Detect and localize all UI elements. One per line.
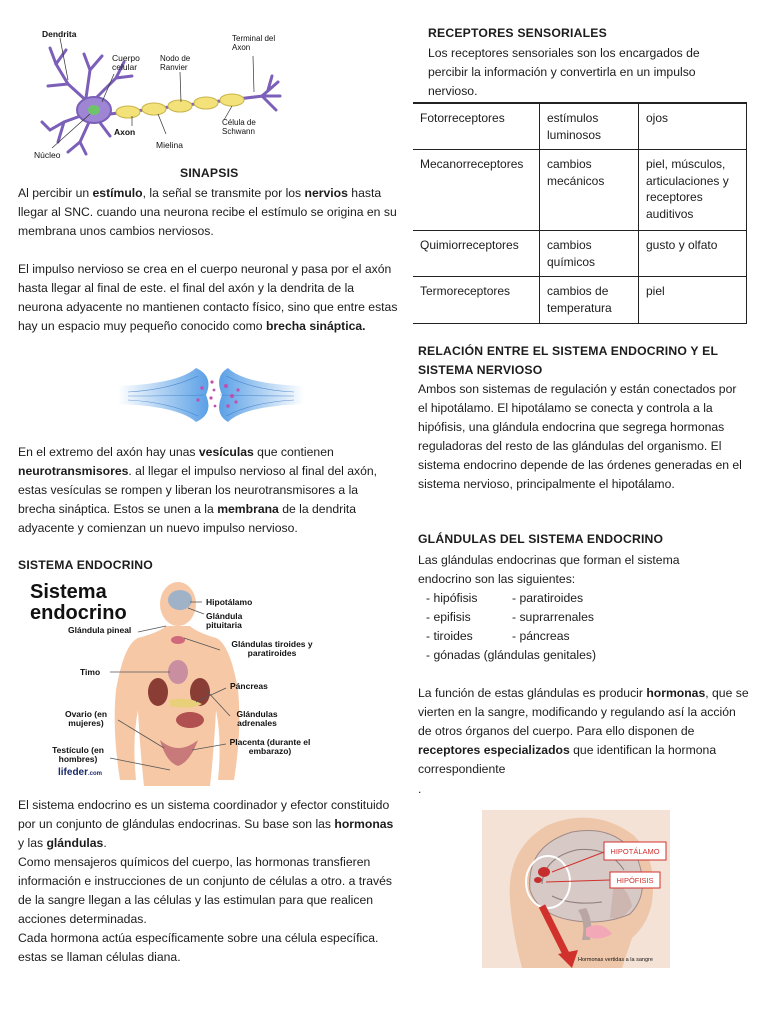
table-cell: estímulos luminosos: [540, 103, 639, 150]
label-axon: Axon: [114, 127, 136, 137]
table-cell: piel, músculos, articulaciones y receptores auditivos: [639, 150, 747, 231]
receptores-table: [413, 102, 747, 324]
relacion-paragraph: Ambos son sistemas de regulación y están conectados por el hipotálamo. El hipotálamo se conecta y controla a la hipófisis, una glándula endocrina que segrega hormonas reguladoras del resto de las glándulas del organismo. El sistema endocrino depende de las órdenes generadas en el sistema nervioso, principalmente el hipotálamo.: [418, 382, 742, 491]
list-item: - hipófisis - paratiroides: [426, 591, 584, 605]
table-cell: gusto y olfato: [639, 231, 747, 277]
lifeder-logo: lifeder.com: [58, 767, 103, 778]
list-item: - gónadas (glándulas genitales): [426, 648, 597, 662]
table-cell: ojos: [639, 103, 747, 150]
list-item: - tiroides - páncreas: [426, 629, 570, 643]
label-cuerpo-celular: Cuerpo celular: [112, 53, 140, 72]
label-testiculo: Testículo (en hombres): [52, 745, 104, 764]
sinapsis-title: SINAPSIS: [180, 166, 239, 180]
table-cell: cambios de temperatura: [540, 277, 639, 324]
table-cell: cambios químicos: [540, 231, 639, 277]
label-nucleo: Núcleo: [34, 150, 61, 160]
list-item: - epifisis - suprarrenales: [426, 610, 594, 624]
label-hipofisis-brain: HIPÓFISIS: [616, 876, 654, 885]
label-placenta: Placenta (durante el embarazo): [229, 737, 311, 756]
synapse-illustration: [118, 362, 304, 428]
label-ovario: Ovario (en mujeres): [64, 709, 108, 728]
label-tiroides: Glándulas tiroides y paratiroides: [231, 639, 313, 658]
label-adrenales: Glándulas adrenales: [236, 709, 278, 728]
table-cell: Fotorreceptores: [413, 103, 540, 150]
brain-caption: Hormonas vertidas a la sangre: [578, 957, 653, 963]
receptores-title: RECEPTORES SENSORIALES: [428, 26, 607, 40]
label-timo: Timo: [80, 667, 101, 677]
glandulas-intro: Las glándulas endocrinas que forman el sistema endocrino son las siguientes:: [418, 553, 680, 586]
table-row: [413, 103, 747, 150]
table-row: [413, 150, 747, 231]
table-row: [413, 231, 747, 277]
label-pineal: Glándula pineal: [68, 625, 132, 635]
label-dendrita: Dendrita: [42, 29, 77, 39]
table-cell: cambios mecánicos: [540, 150, 639, 231]
endocrine-diagram: [20, 580, 320, 786]
label-nodo-ranvier: Nodo de Ranvier: [160, 54, 191, 72]
brain-illustration: [482, 810, 670, 968]
receptores-intro: Los receptores sensoriales son los encargados de percibir la información y convertirla en un impulso nervioso.: [428, 46, 700, 98]
table-cell: Termoreceptores: [413, 277, 540, 324]
table-cell: Quimiorreceptores: [413, 231, 540, 277]
synapse-image: [118, 362, 304, 428]
label-mielina: Mielina: [156, 140, 183, 150]
endocrino-paragraph-3: Cada hormona actúa específicamente sobre una célula específica. estas se llaman células diana.: [18, 931, 379, 964]
label-terminal-axon: Terminal del Axon: [232, 34, 276, 52]
label-pituitaria: Glándula pituitaria: [206, 611, 243, 630]
table-cell: piel: [639, 277, 747, 324]
funcion-paragraph: La función de estas glándulas es producir hormonas, que se vierten en la sangre, modificando y regulando así la acción de otros órganos del cuerpo. Para ello disponen de receptores especializados que identifican la hormona correspondiente: [418, 686, 749, 776]
neuron-diagram: [28, 26, 298, 164]
endocrine-heading: Sistema endocrino: [30, 581, 127, 624]
glandulas-list: [426, 589, 726, 665]
endocrino-paragraph-2: Como mensajeros químicos del cuerpo, las hormonas transfieren información e instrucciones de un conjunto de células a otro. a través de la sangre llegan a las células y las estimulan para que realicen acciones determinadas.: [18, 855, 392, 926]
label-hipotalamo: Hipotálamo: [206, 597, 253, 607]
sinapsis-paragraph-3: En el extremo del axón hay unas vesículas que contienen neurotransmisores. al llegar el impulso nervioso al final del axón, estas vesículas se rompen y liberan los neurotransmisores a la brecha sináptica. Estos se unen a la membrana de la dendrita adyacente y comienzan un nuevo impulso nervioso.: [18, 445, 378, 535]
glandulas-title: GLÁNDULAS DEL SISTEMA ENDOCRINO: [418, 532, 664, 546]
label-hipotalamo-brain: HIPOTÁLAMO: [610, 847, 660, 856]
table-row: [413, 277, 747, 324]
endocrino-paragraph-1: El sistema endocrino es un sistema coordinador y efector constituido por un conjunto de glándulas endocrinas. Su base son las hormonas y las glándulas.: [18, 798, 394, 850]
sinapsis-paragraph-1: Al percibir un estímulo, la señal se transmite por los nervios hasta llegar al SNC. cuando una neurona recibe el estímulo se origina en su membrana unos cambios nerviosos.: [18, 186, 397, 238]
label-pancreas: Páncreas: [230, 681, 268, 691]
trailing-dot: .: [418, 782, 422, 796]
brain-figure: [482, 810, 670, 968]
relacion-title: RELACIÓN ENTRE EL SISTEMA ENDOCRINO Y EL SISTEMA NERVIOSO: [418, 344, 718, 377]
label-celula-schwann: Célula de Schwann: [222, 118, 256, 136]
sinapsis-paragraph-2: El impulso nervioso se crea en el cuerpo neuronal y pasa por el axón hasta llegar al final de este. el final del axón y la dendrita de la neurona adyacente no mantienen contacto físico, sino que entre estas hay un espacio muy pequeño conocido como brecha sináptica.: [18, 262, 398, 333]
table-cell: Mecanorreceptores: [413, 150, 540, 231]
endocrino-title: SISTEMA ENDOCRINO: [18, 558, 153, 572]
